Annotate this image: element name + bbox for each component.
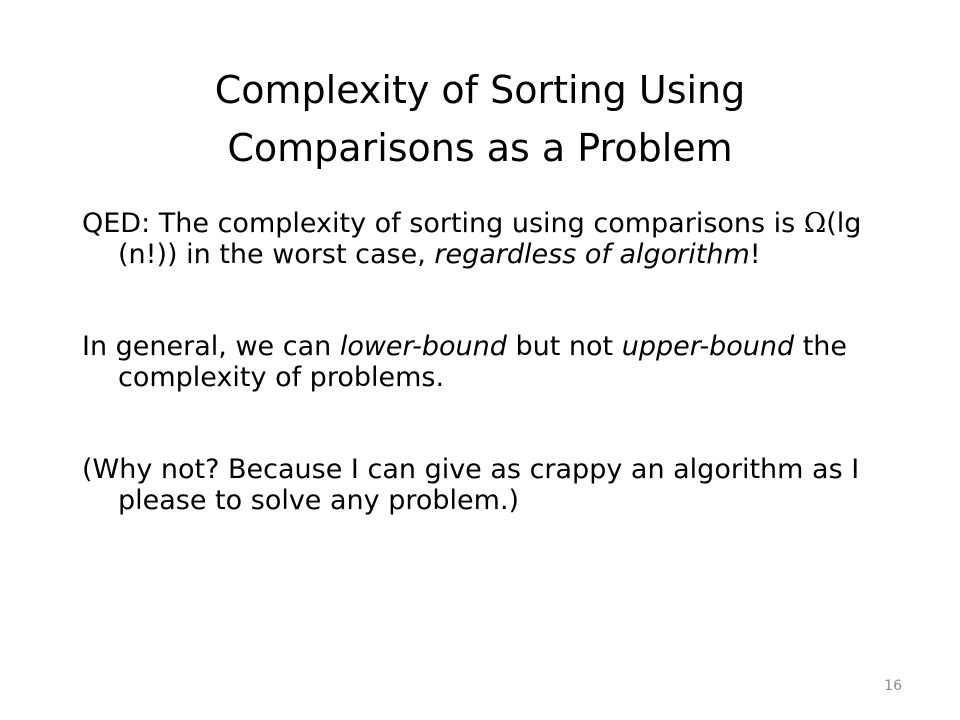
general-lower-bound: lower-bound [339, 331, 507, 362]
title-line-1: Complexity of Sorting Using [214, 68, 746, 113]
title-line-2: Comparisons as a Problem [227, 126, 733, 171]
general-text-c: but not [506, 331, 622, 362]
paragraph-why-not: (Why not? Because I can give as crappy an algorithm as I please to solve any problem.) [82, 454, 860, 516]
slide-body [82, 208, 912, 516]
slide-title [60, 61, 900, 177]
qed-text-b: (lg (n!)) in the worst case, [118, 208, 862, 270]
qed-text-a: QED: The complexity of sorting using comparisons is [82, 208, 804, 239]
page-number: 16 [884, 678, 902, 694]
general-text-e: the complexity of problems. [118, 331, 848, 393]
paragraph-qed [82, 208, 912, 270]
qed-text-emphasis: regardless of algorithm [434, 239, 750, 270]
qed-text-d: ! [749, 239, 761, 270]
general-text-a: In general, we can [82, 331, 340, 362]
general-upper-bound: upper-bound [621, 331, 795, 362]
paragraph-general [82, 331, 912, 393]
omega-symbol: Ω [803, 208, 827, 239]
